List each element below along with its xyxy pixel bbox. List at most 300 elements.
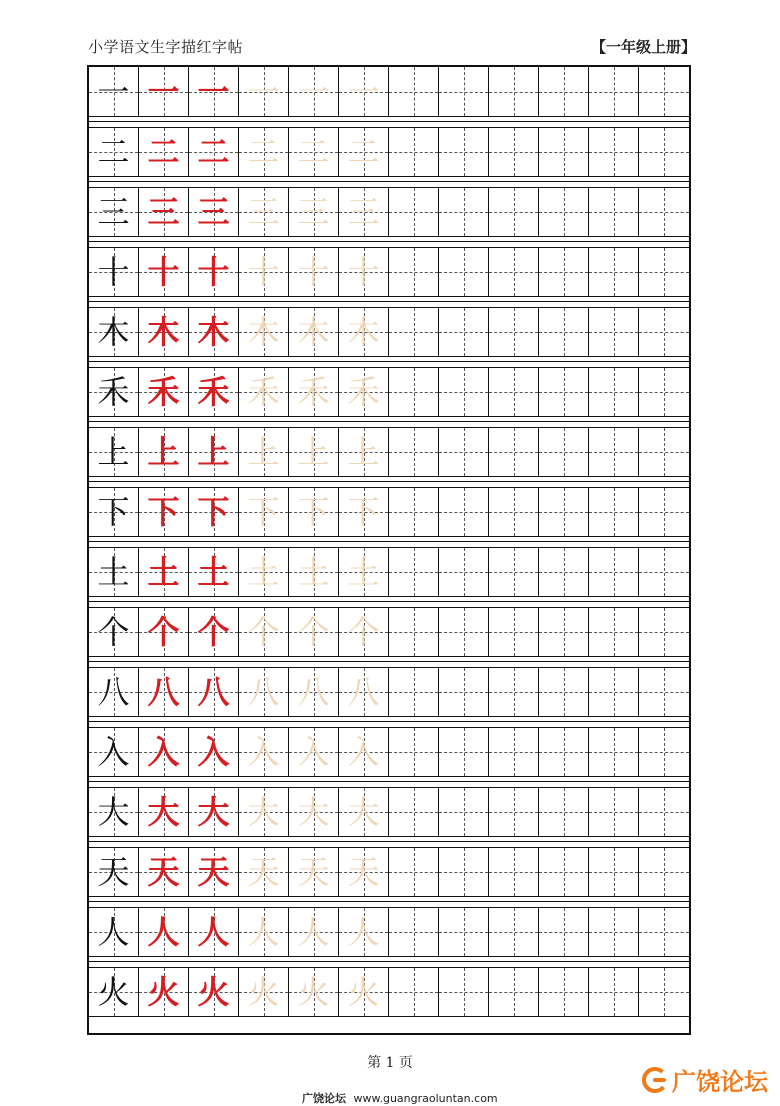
guide-line-vertical: [414, 128, 415, 176]
blank-practice-cell: [539, 428, 589, 476]
model-character-cell: [89, 488, 139, 536]
model-character: 人: [97, 913, 130, 951]
blank-practice-cell: [589, 668, 639, 716]
red-character: 火: [147, 973, 180, 1011]
guide-line-vertical: [614, 548, 615, 596]
trace-character-cell: [339, 188, 389, 236]
trace-character: 上: [347, 433, 380, 471]
guide-line-vertical: [514, 488, 515, 536]
guide-line-vertical: [664, 788, 665, 836]
guide-line-vertical: [414, 548, 415, 596]
blank-practice-cell: [439, 788, 489, 836]
red-character: 八: [197, 673, 230, 711]
trace-character-cell: [239, 67, 289, 116]
model-character: 木: [97, 313, 130, 351]
guide-line-vertical: [464, 428, 465, 476]
trace-character: 十: [247, 253, 280, 291]
practice-row: [89, 967, 689, 1017]
red-character-cell: [189, 788, 239, 836]
blank-practice-cell: [439, 848, 489, 896]
practice-row: [89, 67, 689, 117]
row-separator: [89, 117, 689, 127]
blank-practice-cell: [439, 428, 489, 476]
model-character-cell: [89, 728, 139, 776]
blank-practice-cell: [389, 128, 439, 176]
guide-line-vertical: [414, 488, 415, 536]
blank-practice-cell: [389, 548, 439, 596]
model-character-cell: [89, 428, 139, 476]
blank-practice-cell: [389, 308, 439, 356]
model-character-cell: [89, 368, 139, 416]
guide-line-vertical: [564, 608, 565, 656]
guide-line-vertical: [464, 968, 465, 1016]
blank-practice-cell: [489, 67, 539, 116]
trace-character-cell: [289, 368, 339, 416]
trace-character: 下: [347, 493, 380, 531]
trace-character-cell: [239, 188, 289, 236]
guide-line-vertical: [514, 548, 515, 596]
guide-line-vertical: [464, 788, 465, 836]
red-character: 天: [197, 853, 230, 891]
model-character-cell: [89, 908, 139, 956]
guide-line-vertical: [664, 968, 665, 1016]
blank-practice-cell: [389, 848, 439, 896]
blank-practice-cell: [439, 728, 489, 776]
row-separator: [89, 417, 689, 427]
blank-practice-cell: [539, 908, 589, 956]
guide-line-vertical: [414, 968, 415, 1016]
red-character-cell: [189, 968, 239, 1016]
red-character: 八: [147, 673, 180, 711]
row-separator: [89, 357, 689, 367]
red-character-cell: [189, 248, 239, 296]
trace-character-cell: [289, 308, 339, 356]
trace-character-cell: [239, 308, 289, 356]
blank-practice-cell: [589, 968, 639, 1016]
red-character: 大: [147, 793, 180, 831]
trace-character: 个: [297, 613, 330, 651]
row-separator: [89, 957, 689, 967]
practice-row: [89, 847, 689, 897]
practice-row: [89, 727, 689, 777]
blank-practice-cell: [589, 488, 639, 536]
blank-practice-cell: [539, 368, 589, 416]
red-character-cell: [189, 608, 239, 656]
trace-character: 火: [297, 973, 330, 1011]
site-logo: [640, 1062, 768, 1097]
blank-practice-cell: [639, 668, 689, 716]
model-character: 一: [97, 72, 130, 111]
blank-practice-cell: [539, 968, 589, 1016]
blank-practice-cell: [389, 368, 439, 416]
trace-character-cell: [339, 788, 389, 836]
trace-character: 火: [247, 973, 280, 1011]
trace-character: 入: [247, 733, 280, 771]
row-separator: [89, 237, 689, 247]
guide-line-vertical: [414, 308, 415, 356]
trace-character-cell: [289, 67, 339, 116]
blank-practice-cell: [639, 848, 689, 896]
trace-character-cell: [339, 848, 389, 896]
trace-character-cell: [339, 968, 389, 1016]
model-character-cell: [89, 67, 139, 116]
guide-line-vertical: [514, 128, 515, 176]
model-character: 上: [97, 433, 130, 471]
guide-line-vertical: [564, 308, 565, 356]
blank-practice-cell: [589, 728, 639, 776]
trace-character: 下: [297, 493, 330, 531]
blank-practice-cell: [389, 428, 439, 476]
trace-character: 下: [247, 493, 280, 531]
blank-practice-cell: [439, 128, 489, 176]
blank-practice-cell: [489, 668, 539, 716]
model-character: 大: [97, 793, 130, 831]
guide-line-vertical: [614, 308, 615, 356]
trace-character-cell: [339, 128, 389, 176]
row-separator: [89, 537, 689, 547]
trace-character-cell: [239, 428, 289, 476]
trace-character: 火: [347, 973, 380, 1011]
row-separator: [89, 717, 689, 727]
guide-line-vertical: [664, 128, 665, 176]
red-character: 三: [197, 193, 230, 231]
guide-line-vertical: [514, 728, 515, 776]
model-character: 八: [97, 673, 130, 711]
trace-character: 一: [247, 72, 280, 111]
writing-grid: [87, 65, 691, 1035]
blank-practice-cell: [589, 188, 639, 236]
blank-practice-cell: [389, 488, 439, 536]
red-character-cell: [189, 308, 239, 356]
guide-line-vertical: [464, 67, 465, 116]
red-character-cell: [139, 968, 189, 1016]
model-character-cell: [89, 248, 139, 296]
trace-character: 人: [247, 913, 280, 951]
red-character-cell: [139, 67, 189, 116]
guide-line-vertical: [514, 848, 515, 896]
blank-practice-cell: [589, 848, 639, 896]
guide-line-vertical: [414, 788, 415, 836]
guide-line-vertical: [564, 428, 565, 476]
blank-practice-cell: [439, 548, 489, 596]
guide-line-vertical: [564, 368, 565, 416]
guide-line-vertical: [464, 248, 465, 296]
guide-line-vertical: [614, 728, 615, 776]
trace-character-cell: [339, 728, 389, 776]
blank-practice-cell: [439, 67, 489, 116]
practice-row: [89, 247, 689, 297]
guide-line-vertical: [514, 67, 515, 116]
blank-practice-cell: [389, 728, 439, 776]
blank-practice-cell: [639, 428, 689, 476]
site-name: 广饶论坛: [302, 1092, 346, 1105]
trace-character: 木: [247, 313, 280, 351]
blank-practice-cell: [639, 188, 689, 236]
trace-character: 二: [247, 133, 280, 171]
red-character: 木: [197, 313, 230, 351]
blank-practice-cell: [539, 128, 589, 176]
trace-character-cell: [289, 188, 339, 236]
trace-character-cell: [289, 548, 339, 596]
guide-line-vertical: [614, 188, 615, 236]
blank-practice-cell: [639, 728, 689, 776]
guide-line-vertical: [664, 308, 665, 356]
blank-practice-cell: [389, 248, 439, 296]
guide-line-vertical: [464, 908, 465, 956]
red-character: 木: [147, 313, 180, 351]
trace-character: 土: [247, 553, 280, 591]
model-character: 二: [97, 133, 130, 171]
trace-character: 上: [247, 433, 280, 471]
guide-line-vertical: [614, 908, 615, 956]
row-separator: [89, 477, 689, 487]
model-character: 下: [97, 493, 130, 531]
trace-character: 入: [347, 733, 380, 771]
guide-line-vertical: [614, 488, 615, 536]
red-character: 二: [197, 133, 230, 171]
guide-line-vertical: [664, 548, 665, 596]
blank-practice-cell: [539, 668, 589, 716]
guide-line-vertical: [414, 428, 415, 476]
blank-practice-cell: [439, 608, 489, 656]
trace-character: 天: [347, 853, 380, 891]
red-character: 下: [147, 493, 180, 531]
guide-line-vertical: [564, 788, 565, 836]
trace-character-cell: [339, 428, 389, 476]
trace-character: 禾: [247, 373, 280, 411]
guide-line-vertical: [614, 788, 615, 836]
trace-character: 八: [247, 673, 280, 711]
red-character-cell: [139, 608, 189, 656]
trace-character-cell: [239, 728, 289, 776]
guide-line-vertical: [514, 188, 515, 236]
blank-practice-cell: [639, 368, 689, 416]
red-character-cell: [139, 368, 189, 416]
red-character: 三: [147, 193, 180, 231]
model-character-cell: [89, 308, 139, 356]
page-number: 第 1 页: [367, 1055, 413, 1071]
trace-character-cell: [239, 488, 289, 536]
guide-line-vertical: [514, 368, 515, 416]
model-character-cell: [89, 548, 139, 596]
guide-line-vertical: [464, 668, 465, 716]
trace-character-cell: [289, 128, 339, 176]
row-separator: [89, 177, 689, 187]
guide-line-vertical: [664, 728, 665, 776]
red-character: 土: [147, 553, 180, 591]
trace-character: 二: [347, 133, 380, 171]
trace-character: 人: [297, 913, 330, 951]
blank-practice-cell: [489, 188, 539, 236]
model-character-cell: [89, 128, 139, 176]
guide-line-vertical: [664, 428, 665, 476]
trace-character: 天: [297, 853, 330, 891]
trace-character: 三: [247, 193, 280, 231]
blank-practice-cell: [639, 488, 689, 536]
blank-practice-cell: [589, 308, 639, 356]
guide-line-vertical: [564, 668, 565, 716]
guide-line-vertical: [614, 848, 615, 896]
row-separator: [89, 777, 689, 787]
practice-row: [89, 187, 689, 237]
red-character-cell: [139, 128, 189, 176]
worksheet-title: 小学语文生字描红字帖: [88, 38, 244, 56]
guide-line-vertical: [414, 188, 415, 236]
trace-character-cell: [239, 848, 289, 896]
blank-practice-cell: [539, 548, 589, 596]
blank-practice-cell: [589, 908, 639, 956]
blank-practice-cell: [539, 188, 589, 236]
red-character: 火: [197, 973, 230, 1011]
model-character: 火: [97, 973, 130, 1011]
guide-line-vertical: [564, 548, 565, 596]
red-character-cell: [139, 428, 189, 476]
red-character-cell: [189, 548, 239, 596]
blank-practice-cell: [539, 248, 589, 296]
trace-character: 八: [297, 673, 330, 711]
guide-line-vertical: [414, 248, 415, 296]
blank-practice-cell: [589, 368, 639, 416]
model-character: 禾: [97, 373, 130, 411]
blank-practice-cell: [489, 548, 539, 596]
blank-practice-cell: [639, 248, 689, 296]
guide-line-vertical: [614, 968, 615, 1016]
trace-character: 十: [297, 253, 330, 291]
guide-line-vertical: [414, 368, 415, 416]
practice-row: [89, 907, 689, 957]
red-character: 土: [197, 553, 230, 591]
trace-character-cell: [289, 788, 339, 836]
blank-practice-cell: [489, 368, 539, 416]
red-character-cell: [189, 668, 239, 716]
blank-practice-cell: [439, 188, 489, 236]
guide-line-vertical: [414, 908, 415, 956]
red-character: 一: [147, 72, 180, 111]
guide-line-vertical: [414, 728, 415, 776]
trace-character: 入: [297, 733, 330, 771]
trace-character-cell: [289, 668, 339, 716]
blank-practice-cell: [439, 248, 489, 296]
blank-practice-cell: [589, 788, 639, 836]
model-character-cell: [89, 188, 139, 236]
red-character-cell: [139, 848, 189, 896]
practice-row: [89, 127, 689, 177]
trace-character-cell: [239, 608, 289, 656]
blank-practice-cell: [489, 848, 539, 896]
blank-practice-cell: [439, 488, 489, 536]
blank-practice-cell: [439, 668, 489, 716]
trace-character-cell: [239, 548, 289, 596]
red-character: 个: [147, 613, 180, 651]
guide-line-vertical: [664, 188, 665, 236]
blank-practice-cell: [439, 908, 489, 956]
trace-character: 个: [347, 613, 380, 651]
red-character: 禾: [147, 373, 180, 411]
guide-line-vertical: [514, 248, 515, 296]
guide-line-vertical: [664, 848, 665, 896]
trace-character-cell: [289, 728, 339, 776]
model-character: 个: [97, 613, 130, 651]
blank-practice-cell: [439, 368, 489, 416]
red-character: 天: [147, 853, 180, 891]
row-separator: [89, 897, 689, 907]
blank-practice-cell: [389, 908, 439, 956]
guide-line-vertical: [564, 488, 565, 536]
trace-character: 天: [247, 853, 280, 891]
practice-row: [89, 307, 689, 357]
guide-line-vertical: [564, 968, 565, 1016]
logo-mark-icon: [640, 1065, 670, 1095]
red-character: 上: [197, 433, 230, 471]
trace-character: 人: [347, 913, 380, 951]
guide-line-vertical: [664, 248, 665, 296]
red-character-cell: [189, 188, 239, 236]
blank-practice-cell: [489, 248, 539, 296]
guide-line-vertical: [464, 848, 465, 896]
blank-practice-cell: [389, 668, 439, 716]
guide-line-vertical: [464, 728, 465, 776]
trace-character: 三: [297, 193, 330, 231]
guide-line-vertical: [464, 308, 465, 356]
trace-character-cell: [239, 968, 289, 1016]
guide-line-vertical: [414, 848, 415, 896]
row-separator: [89, 837, 689, 847]
guide-line-vertical: [414, 608, 415, 656]
blank-practice-cell: [489, 488, 539, 536]
row-separator: [89, 297, 689, 307]
blank-practice-cell: [539, 67, 589, 116]
guide-line-vertical: [564, 128, 565, 176]
guide-line-vertical: [514, 788, 515, 836]
blank-practice-cell: [589, 428, 639, 476]
model-character-cell: [89, 608, 139, 656]
guide-line-vertical: [564, 248, 565, 296]
trace-character: 土: [297, 553, 330, 591]
trace-character-cell: [339, 248, 389, 296]
trace-character-cell: [339, 67, 389, 116]
practice-row: [89, 547, 689, 597]
trace-character-cell: [239, 908, 289, 956]
blank-practice-cell: [639, 608, 689, 656]
blank-practice-cell: [539, 848, 589, 896]
trace-character: 三: [347, 193, 380, 231]
red-character-cell: [189, 908, 239, 956]
blank-practice-cell: [389, 608, 439, 656]
guide-line-vertical: [564, 188, 565, 236]
guide-line-vertical: [564, 67, 565, 116]
row-separator: [89, 597, 689, 607]
trace-character-cell: [339, 668, 389, 716]
trace-character-cell: [289, 848, 339, 896]
blank-practice-cell: [589, 608, 639, 656]
trace-character: 大: [247, 793, 280, 831]
blank-practice-cell: [589, 67, 639, 116]
trace-character-cell: [339, 308, 389, 356]
red-character-cell: [139, 488, 189, 536]
red-character-cell: [139, 908, 189, 956]
model-character: 十: [97, 253, 130, 291]
blank-practice-cell: [639, 67, 689, 116]
guide-line-vertical: [614, 428, 615, 476]
trace-character-cell: [339, 608, 389, 656]
trace-character-cell: [289, 908, 339, 956]
model-character-cell: [89, 668, 139, 716]
blank-practice-cell: [489, 608, 539, 656]
trace-character: 禾: [347, 373, 380, 411]
trace-character-cell: [339, 488, 389, 536]
blank-practice-cell: [489, 908, 539, 956]
red-character-cell: [139, 188, 189, 236]
